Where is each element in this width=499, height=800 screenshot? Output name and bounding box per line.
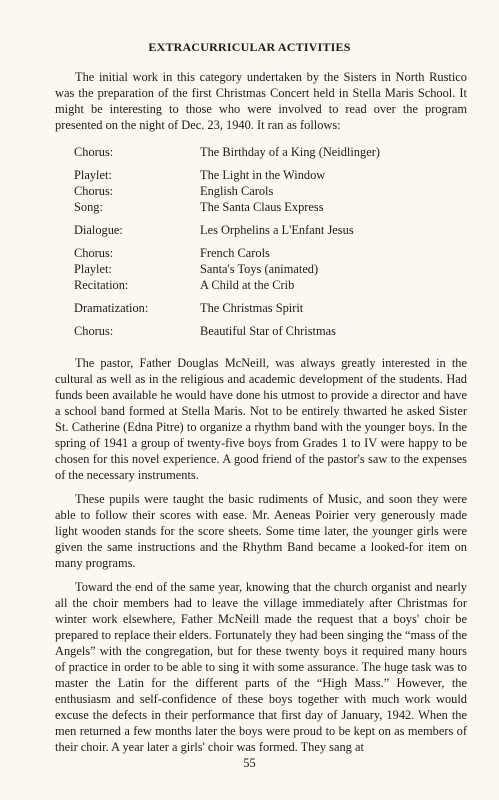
program-item-title: The Santa Claus Express: [200, 200, 324, 214]
program-item-title: Beautiful Star of Christmas: [200, 324, 336, 338]
program-item: [74, 261, 464, 277]
intro-block: [55, 69, 467, 140]
program-item-title: English Carols: [200, 184, 274, 198]
program-item-role: Chorus:: [74, 246, 114, 260]
program-group: [74, 144, 464, 160]
program-item: [74, 245, 464, 261]
program-item-role: Playlet:: [74, 262, 112, 276]
program-group: [74, 245, 464, 293]
program-item: [74, 277, 464, 293]
program-item-title: Santa's Toys (animated): [200, 262, 319, 276]
program-group: [74, 323, 464, 339]
program-item-title: French Carols: [200, 246, 270, 260]
program-item-role: Playlet:: [74, 168, 112, 182]
program-item-title: Les Orphelins a L'Enfant Jesus: [200, 223, 354, 237]
program-item: [74, 300, 464, 316]
program-item: [74, 199, 464, 215]
section-heading: EXTRACURRICULAR ACTIVITIES: [148, 40, 351, 54]
program-item-role: Dialogue:: [74, 223, 123, 237]
program-item: [74, 222, 464, 238]
paragraph-rudiments: These pupils were taught the basic rudiments of Music, and soon they were able to follow their scores with ease. Mr. Aeneas Poirier very generously made light wooden stands for the score sheets. Some time later, the younger girls were given the same instructions and the Rhythm Band became a looked-for item on many programs.: [55, 492, 467, 570]
program-item-role: Song:: [74, 200, 103, 214]
program-item: [74, 167, 464, 183]
program-item-title: The Birthday of a King (Neidlinger): [200, 145, 380, 159]
program-group: [74, 167, 464, 215]
program-item-role: Dramatization:: [74, 301, 149, 315]
program-item-title: The Light in the Window: [200, 168, 326, 182]
page-number: 55: [243, 756, 256, 770]
program-item: [74, 323, 464, 339]
paragraph-choir: Toward the end of the same year, knowing that the church organist and nearly all the choir members had to leave the village immediately after Christmas for winter work elsewhere, Father McNeill made the request that a boys' choir be prepared to replace their elders. Fortunately they had been singing the “mass of the Angels” with the congregation, but for these twenty boys it required many hours of practice in order to be able to sing it with some assurance. The huge task was to master the Latin for the different parts of the “High Mass.” However, the enthusiasm and self-confidence of these boys together with much work would excuse the defects in their performance that first day of January, 1942. When the men returned a few months later the boys were proud to be kept on as members of their choir. A year later a girls' choir was formed. They sang at: [55, 580, 467, 754]
paragraph-pastor: The pastor, Father Douglas McNeill, was always greatly interested in the cultural as well as in the religious and academic development of the students. Had funds been available he would have done his utmost to provide a director and have a school band formed at Stella Maris. Not to be entirely thwarted he asked Sister St. Catherine (Edna Pitre) to organize a rhythm band with the younger boys. In the spring of 1941 a group of twenty-five boys from Grades 1 to IV were happy to be chosen for this novel experience. A good friend of the pastor's saw to the expenses of the necessary instruments.: [55, 356, 467, 482]
intro-paragraph: The initial work in this category undertaken by the Sisters in North Rustico was the preparation of the first Christmas Concert held in Stella Maris School. It might be interesting to those who were involved to read over the program presented on the night of Dec. 23, 1940. It ran as follows:: [55, 70, 467, 132]
program-item-title: A Child at the Crib: [200, 278, 295, 292]
program-group: [74, 222, 464, 238]
program-item: [74, 183, 464, 199]
program-item: [74, 144, 464, 160]
concert-program: [74, 144, 464, 346]
program-item-role: Recitation:: [74, 278, 129, 292]
program-item-role: Chorus:: [74, 184, 114, 198]
program-item-title: The Christmas Spirit: [200, 301, 304, 315]
program-item-role: Chorus:: [74, 324, 114, 338]
program-group: [74, 300, 464, 316]
body-text: [55, 355, 467, 763]
program-item-role: Chorus:: [74, 145, 114, 159]
